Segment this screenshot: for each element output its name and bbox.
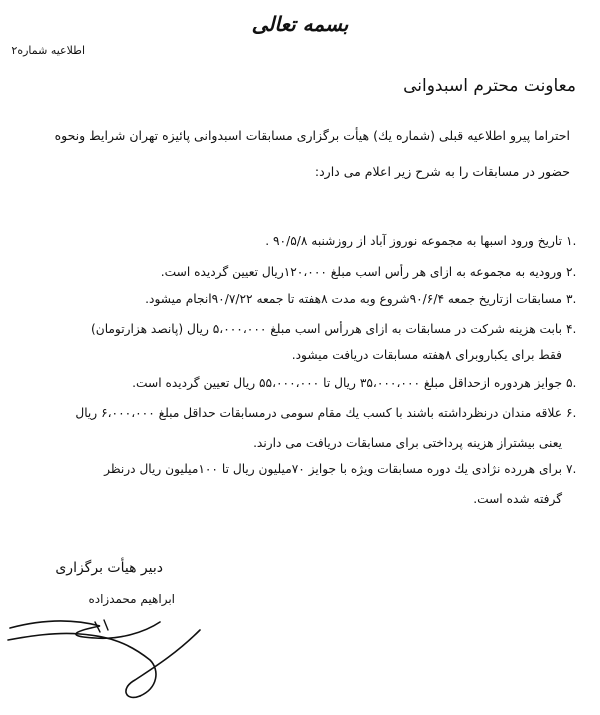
item-text: مسابقات ازتاریخ جمعه ۹۰/۶/۴شروع وبه مدت ۸هفته تا جمعه ۹۰/۷/۲۲انجام میشود.: [145, 292, 562, 306]
item-text: جوایز هردوره ازحداقل مبلغ ۳۵،۰۰۰،۰۰۰ ریال تا ۵۵،۰۰۰،۰۰۰ ریال تعیین گردیده است.: [132, 376, 562, 390]
item-text: ورودیه به مجموعه به ازای هر رأس اسب مبلغ ۱۲۰،۰۰۰ریال تعیین گردیده است.: [160, 265, 562, 279]
handwritten-signature: [0, 610, 220, 710]
list-item: [42, 322, 577, 362]
list-item: [42, 292, 577, 306]
list-item: [42, 376, 577, 390]
item-text-continued: فقط برای یکباروبرای ۸هفته مسابقات دریافت میشود.: [291, 348, 562, 362]
intro-line-1: احتراما پیرو اطلاعیه قبلی (شماره یك) هیأت برگزاری مسابقات اسبدوانی پائیزه تهران شرایط ونحوه: [54, 128, 570, 143]
item-text: بابت هزینه شرکت در مسابقات به ازای هررأس اسب مبلغ ۵،۰۰۰،۰۰۰ ریال (پانصد هزارتومان): [90, 322, 562, 336]
recipient-line: معاونت محترم اسبدوانی: [403, 76, 576, 96]
item-number: .۱: [566, 234, 577, 248]
signatory-name: ابراهیم محمدزاده: [88, 592, 175, 606]
item-text: تاریخ ورود اسبها به مجموعه نوروز آباد از روزشنبه ۹۰/۵/۸ .: [265, 234, 562, 248]
item-number: .۷: [566, 462, 577, 476]
list-item: [42, 406, 577, 450]
item-number: .۵: [566, 376, 577, 390]
item-number: .۶: [566, 406, 577, 420]
list-item: [42, 234, 577, 248]
item-text-continued: یعنی بیشتراز هزینه پرداختی برای مسابقات دریافت می دارند.: [253, 436, 562, 450]
item-text: علاقه مندان درنظرداشته باشند با کسب یك مقام سومی درمسابقات حداقل مبلغ ۶،۰۰۰،۰۰۰ ریال: [75, 406, 562, 420]
signatory-title: دبیر هیأت برگزاری: [55, 560, 163, 576]
list-item: [42, 265, 577, 279]
item-text-continued: گرفته شده است.: [473, 492, 562, 506]
item-number: .۲: [566, 265, 577, 279]
item-number: .۳: [566, 292, 577, 306]
item-number: .۴: [566, 322, 577, 336]
intro-line-2: حضور در مسابقات را به شرح زیر اعلام می دارد:: [314, 164, 570, 179]
list-item: [42, 462, 577, 506]
letter-heading: بسمه تعالی: [251, 12, 349, 36]
notice-number: اطلاعیه شماره۲: [11, 44, 85, 57]
item-text: برای هررده نژادی یك دوره مسابقات ویژه با جوایز ۷۰میلیون ریال تا ۱۰۰میلیون ریال درنظر: [104, 462, 562, 476]
